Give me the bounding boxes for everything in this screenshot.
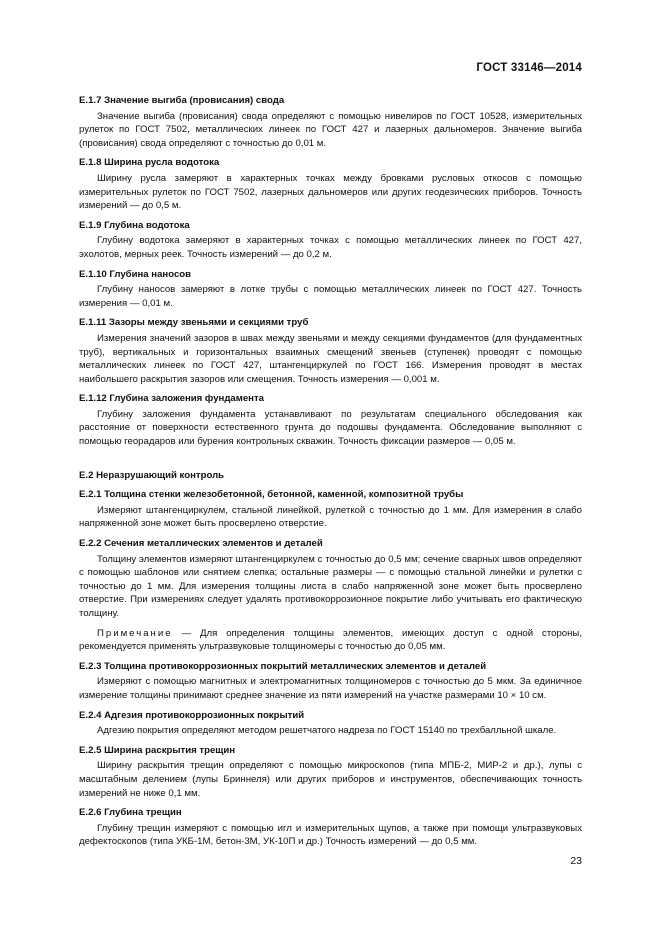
page-number: 23 — [570, 855, 582, 867]
note-text: — Для определения толщины элементов, имеющих доступ с одной стороны, рекомендуется применять ультразвуковые толщиномеры с точностью до 0,05 мм. — [79, 627, 582, 653]
heading-e26: Е.2.6 Глубина трещин — [79, 807, 182, 819]
note — [79, 627, 582, 654]
document-body — [79, 90, 582, 851]
document-id: ГОСТ 33146—2014 — [476, 62, 582, 74]
heading-e24: Е.2.4 Адгезия противокоррозионных покрытий — [79, 709, 305, 721]
note-label: Примечание — [97, 627, 173, 639]
paragraph-e17: Значение выгиба (провисания) свода определяют с помощью нивелиров по ГОСТ 10528, измерительных рулеток по ГОСТ 7502, металлических линеек по ГОСТ 427 и лазерных дальномеров. Значение выгиба (провисания) свода определяют с точностью до 0,01 м. — [79, 110, 582, 149]
heading-e17: Е.1.7 Значение выгиба (провисания) свода — [79, 95, 285, 106]
heading-e21: Е.2.1 Толщина стенки железобетонной, бетонной, каменной, композитной трубы — [79, 489, 464, 501]
paragraph-e25: Ширину раскрытия трещин определяют с помощью микроскопов (типа МПБ-2, МИР-2 и др.), лупы с масштабным делением (лупы Бриннеля) или других приборов и инструментов, обеспечивающих точность измерений не ниже 0,1 мм. — [79, 760, 582, 799]
heading-e18: Е.1.8 Ширина русла водотока — [79, 157, 220, 169]
heading-e112: Е.1.12 Глубина заложения фундамента — [79, 393, 265, 405]
paragraph-e19: Глубину водотока замеряют в характерных точках с помощью металлических линеек по ГОСТ 427, эхолотов, мерных реек. Точность измерений — до 0,2 м. — [79, 235, 582, 260]
heading-e110: Е.1.10 Глубина наносов — [79, 268, 192, 280]
heading-e2: Е.2 Неразрушающий контроль — [79, 469, 225, 481]
paragraph-e110: Глубину наносов замеряют в лотке трубы с помощью металлических линеек по ГОСТ 427. Точность измерения — 0,01 м. — [79, 284, 582, 309]
paragraph-e112: Глубину заложения фундамента устанавливают по результатам специального обследования как расстояние от поверхности естественного грунта до подошвы фундамента. Обследование выполняют с помощью георадаров или бурения контрольных скважин. Точность фиксации размеров — 0,05 м. — [79, 408, 582, 448]
heading-e19: Е.1.9 Глубина водотока — [79, 219, 190, 231]
paragraph-e111: Измерения значений зазоров в швах между звеньями и между секциями фундаментов (для фундаментных труб), вертикальных и горизонтальных взаимных смещений звеньев (ступенек) проводят с помощью металлических линеек по ГОСТ 427, штангенциркулей по ГОСТ 166. Измерения проводят в местах наибольшего раскрытия зазоров или смещения. Точность измерения — 0,001 м. — [79, 332, 582, 385]
heading-e111: Е.1.11 Зазоры между звеньями и секциями труб — [79, 317, 309, 329]
heading-e25: Е.2.5 Ширина раскрытия трещин — [79, 744, 236, 756]
paragraph-e24: Адгезию покрытия определяют методом решетчатого надреза по ГОСТ 15140 по трехбалльной шкале. — [97, 725, 557, 737]
heading-e23: Е.2.3 Толщина противокоррозионных покрытий металлических элементов и деталей — [79, 660, 487, 672]
paragraph-e22: Толщину элементов измеряют штангенциркулем с точностью до 0,5 мм; сечение сварных швов определяют с помощью шаблонов или снятием слепка; остальные размеры — с помощью стальной линейки и рулетки с точностью до 1 мм. Для измерения толщины листа в слабо напряженной зоне может быть просверлено отверстие. При измерениях следует удалять противокоррозионное покрытие либо учитывать его фактическую толщину. — [79, 553, 582, 619]
paragraph-e21: Измеряют штангенциркулем, стальной линейкой, рулеткой с точностью до 1 мм. Для измерения в слабо напряженной зоне может быть просверлено отверстие. — [79, 504, 582, 530]
paragraph-e18: Ширину русла замеряют в характерных точках между бровками русловых откосов с помощью измерительных рулеток по ГОСТ 7502, лазерных дальномеров или других геодезических приборов. Точность измерений — до 0,5 м. — [79, 172, 582, 212]
section-spacer — [79, 451, 582, 465]
paragraph-e23: Измеряют с помощью магнитных и электромагнитных толщиномеров с точностью до 5 мкм. За единичное измерение толщины принимают среднее значение из пяти измерений на участке размерами 10 × 10 см. — [79, 676, 582, 701]
paragraph-e26: Глубину трещин измеряют с помощью игл и измерительных щупов, а также при помощи ультразвуковых дефектоскопов (типа УКБ-1М, бетон-3М, УК-10П и др.) Точность измерений — до 0,5 мм. — [79, 822, 582, 848]
heading-e22: Е.2.2 Сечения металлических элементов и деталей — [79, 538, 323, 550]
